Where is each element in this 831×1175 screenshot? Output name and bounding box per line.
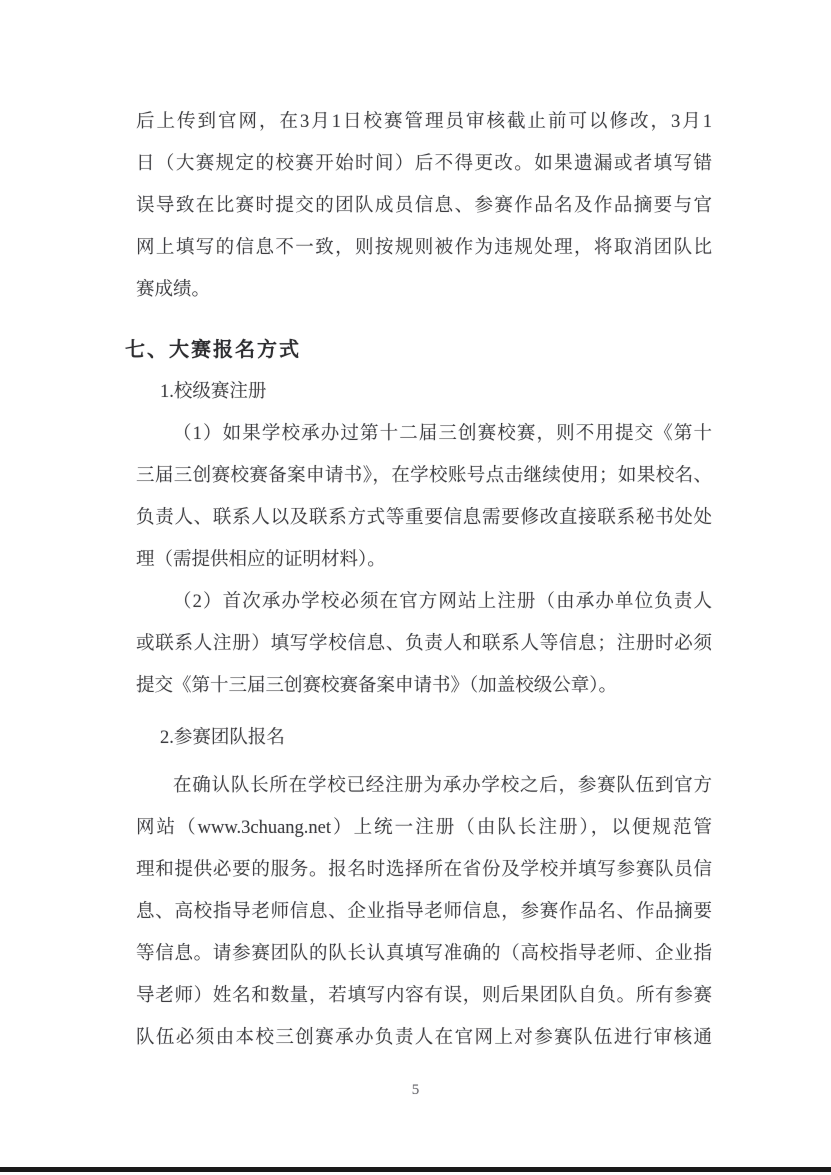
paragraph-3: [136, 765, 712, 1059]
continuation-paragraph: [136, 101, 712, 311]
subsection-title: 2.参赛团队报名: [160, 728, 285, 748]
text-line-with-url: 网站（www.3chuang.net）上统一注册（由队长注册），以便规范管: [136, 818, 712, 838]
text-line: 日（大赛规定的校赛开始时间）后不得更改。如果遗漏或者填写错: [136, 154, 712, 174]
text-line: 息、高校指导老师信息、企业指导老师信息，参赛作品名、作品摘要: [136, 902, 712, 922]
text-line: 队伍必须由本校三创赛承办负责人在官网上对参赛队伍进行审核通: [136, 1028, 712, 1048]
text-line: 理（需提供相应的证明材料）。: [136, 550, 386, 570]
text-column: [125, 101, 712, 1059]
text-line: 导老师）姓名和数量，若填写内容有误，则后果团队自负。所有参赛: [136, 986, 712, 1006]
text-line: 误导致在比赛时提交的团队成员信息、参赛作品名及作品摘要与官: [136, 196, 712, 216]
scan-edge-bar: [0, 1167, 831, 1172]
page-number: 5: [411, 1082, 420, 1098]
subsection-title: 1.校级赛注册: [160, 382, 267, 402]
text-line: 或联系人注册）填写学校信息、负责人和联系人等信息；注册时必须: [136, 634, 712, 654]
paragraph-1: [136, 413, 712, 581]
text-line: 等信息。请参赛团队的队长认真填写准确的（高校指导老师、企业指: [136, 944, 712, 964]
text-line: 负责人、联系人以及联系方式等重要信息需要修改直接联系秘书处处: [136, 508, 712, 528]
paragraph-2: [136, 581, 712, 707]
subsection-school-registration: [136, 371, 712, 707]
text-line: 理和提供必要的服务。报名时选择所在省份及学校并填写参赛队员信: [136, 860, 712, 880]
text-line: 后上传到官网，在3月1日校赛管理员审核截止前可以修改，3月1: [136, 112, 712, 132]
text-line: 网上填写的信息不一致，则按规则被作为违规处理，将取消团队比: [136, 238, 712, 258]
text-line: 赛成绩。: [136, 280, 211, 300]
text-line: 提交《第十三届三创赛校赛备案申请书》（加盖校级公章）。: [136, 676, 618, 696]
text-line: （1）如果学校承办过第十二届三创赛校赛，则不用提交《第十: [173, 424, 712, 444]
text-line: 在确认队长所在学校已经注册为承办学校之后，参赛队伍到官方: [173, 776, 712, 796]
text-line: 三届三创赛校赛备案申请书》，在学校账号点击继续使用；如果校名、: [136, 466, 712, 486]
text-line: （2）首次承办学校必须在官方网站上注册（由承办单位负责人: [173, 592, 712, 612]
section-heading: 七、大赛报名方式: [125, 339, 301, 361]
subsection-team-registration: [136, 717, 712, 1059]
